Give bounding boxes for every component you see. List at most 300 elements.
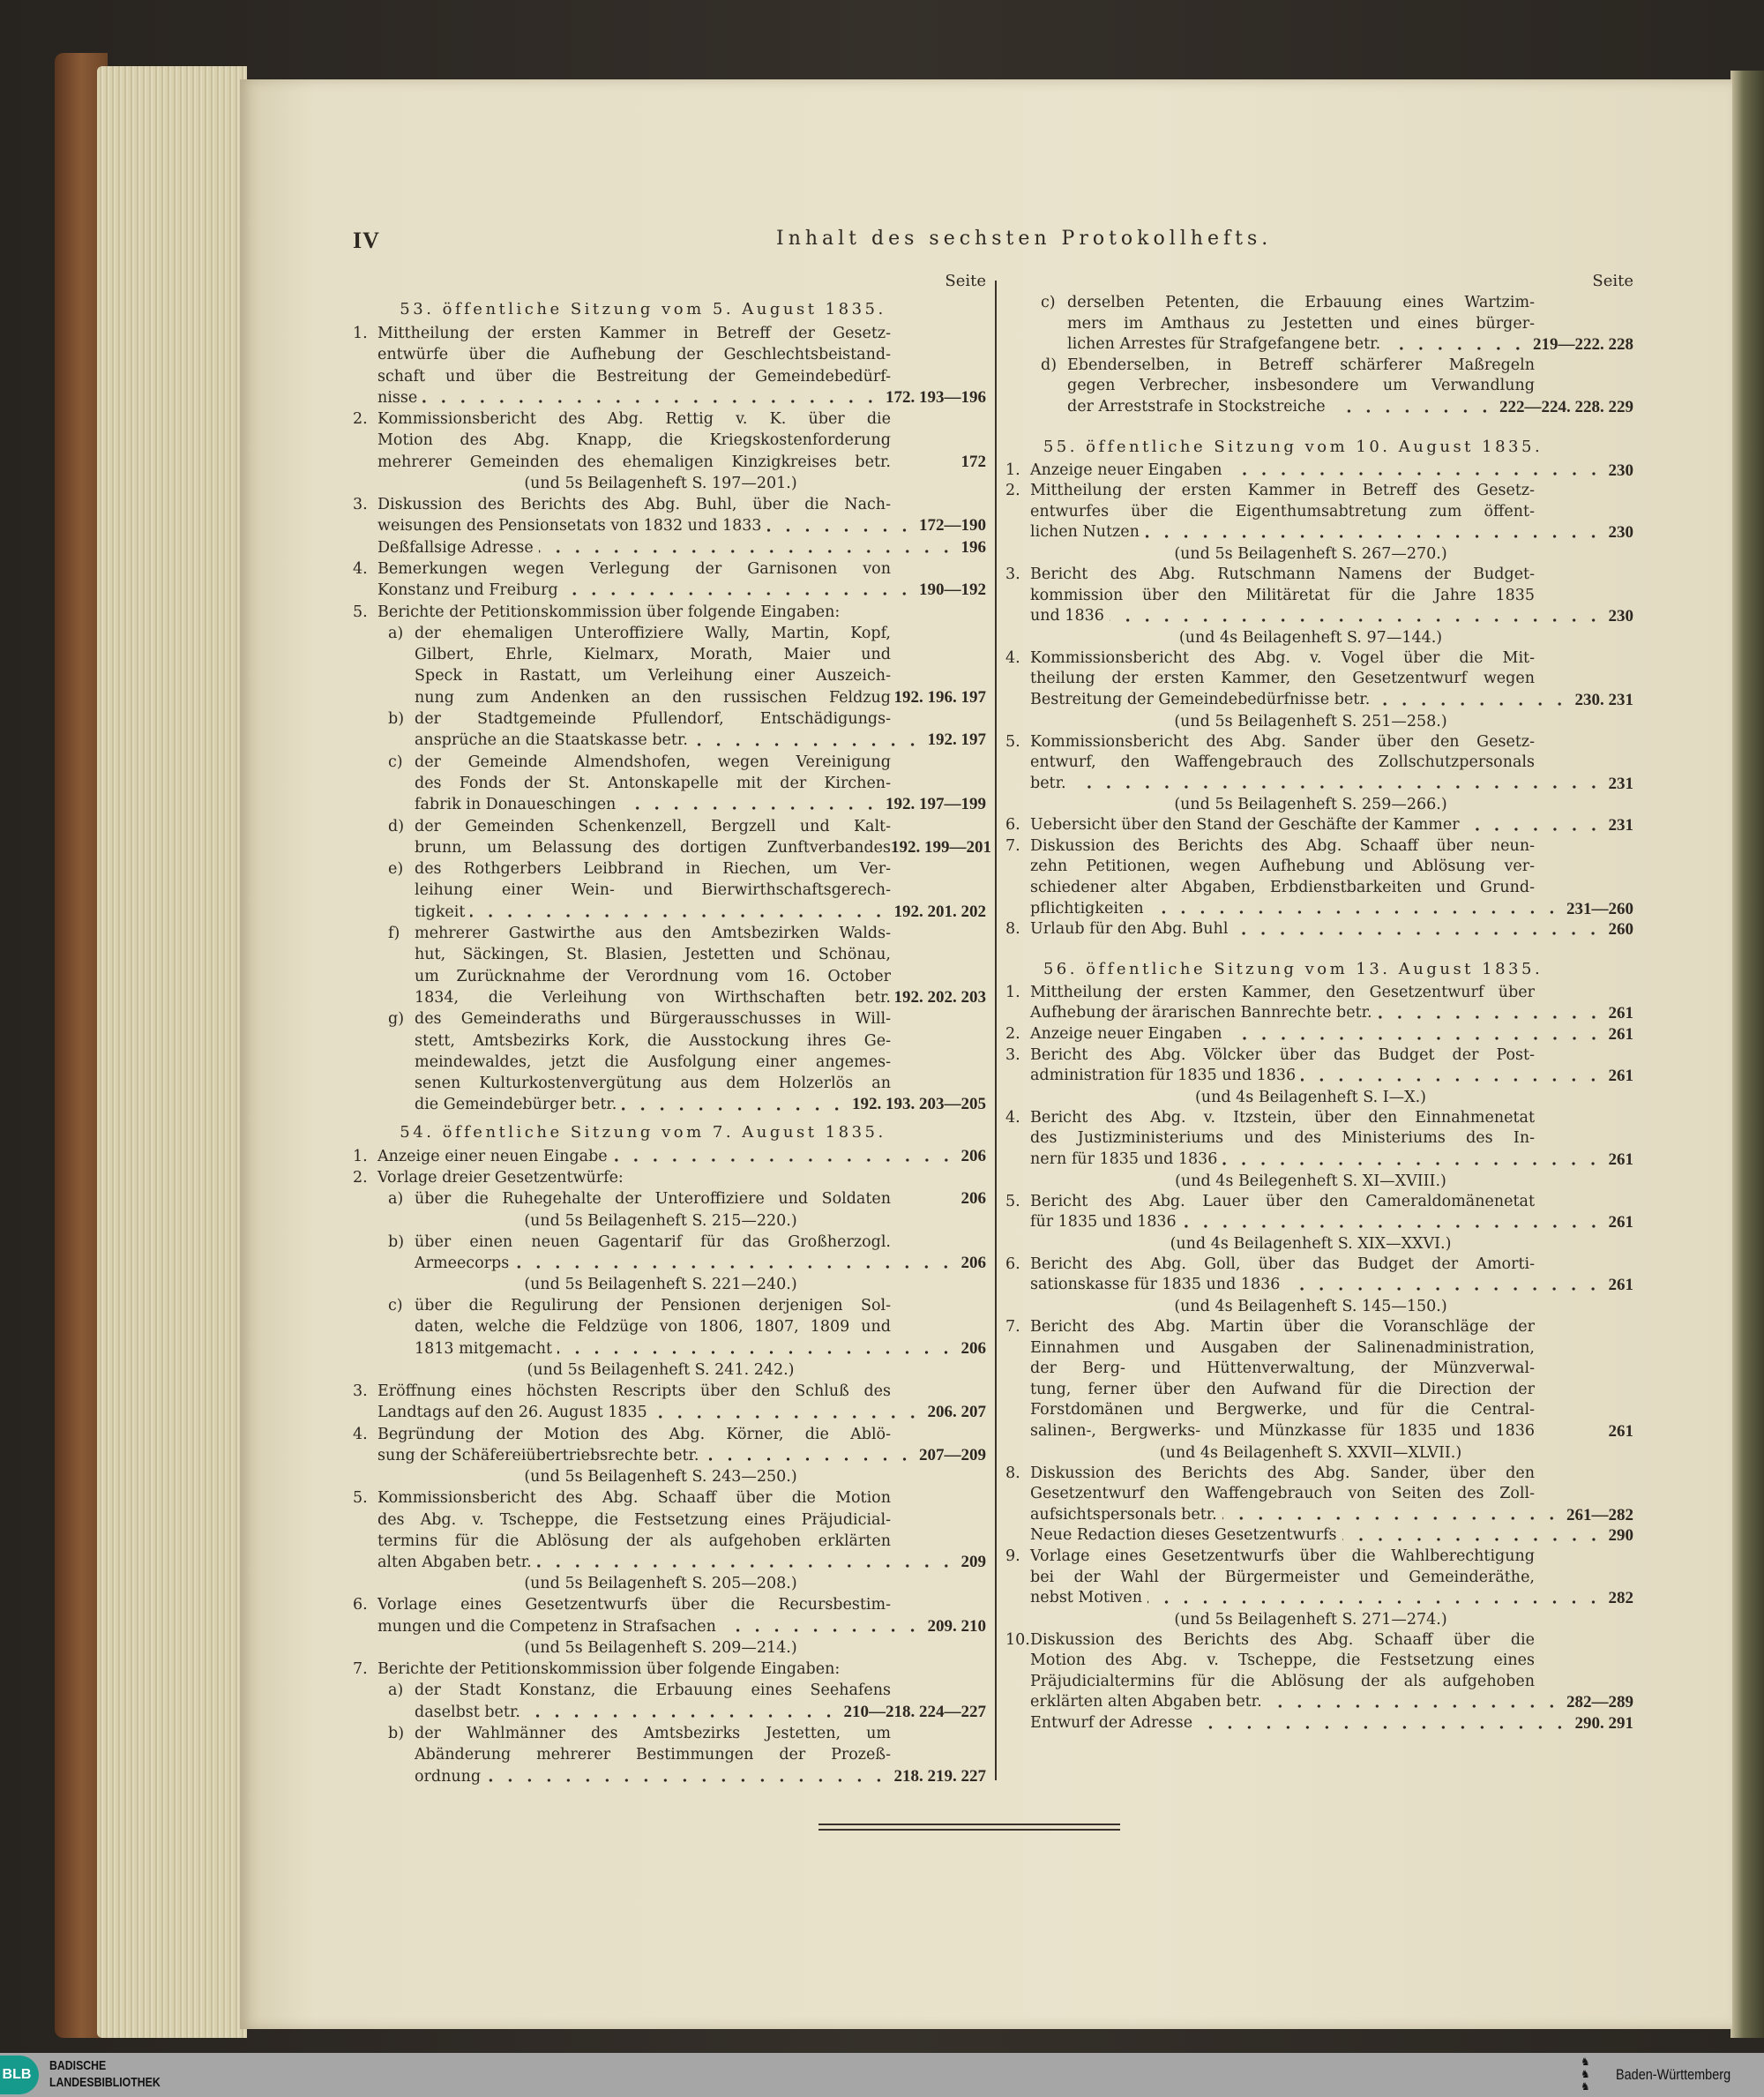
page-reference: 209. 210 [927, 1616, 986, 1636]
toc-line [1005, 586, 1633, 607]
item-text: Anzeige neuer Eingaben [1030, 1025, 1222, 1044]
session-heading: 54. öffentliche Sitzung vom 7. August 1835. [400, 1122, 886, 1142]
page-reference: 261 [1608, 1067, 1633, 1086]
toc-line [1005, 1400, 1633, 1421]
supplement-reference: (und 5s Beilagenheft S. 215—220.) [524, 1211, 797, 1230]
item-text: der Wahlmänner des Amtsbezirks Jestetten, um [415, 1724, 891, 1742]
item-number: c) [388, 1297, 403, 1315]
dot-leader [705, 1445, 915, 1466]
toc-line [1005, 878, 1633, 899]
page-reference: 222—224. 228. 229 [1499, 397, 1633, 416]
page-reference: 261 [1608, 1276, 1633, 1295]
item-number: 1. [1005, 461, 1020, 479]
page-reference: 290 [1608, 1526, 1633, 1546]
dot-leader [1301, 1066, 1603, 1087]
blb-logo[interactable]: BLB [0, 2056, 39, 2094]
item-text: der Arreststrafe in Stockstreiche [1067, 397, 1326, 416]
page-reference: 261 [1608, 1421, 1633, 1441]
toc-line [353, 494, 986, 515]
item-number: 5. [1005, 732, 1020, 751]
page-reference: 192. 197—199 [886, 795, 986, 814]
toc-line [353, 1445, 986, 1466]
toc-line [1005, 1003, 1633, 1024]
page-title: Inhalt des sechsten Protokollhefts. [776, 228, 1273, 250]
page-reference: 192. 201. 202 [893, 902, 986, 921]
item-number: 6. [353, 1596, 368, 1614]
toc-line [1005, 1505, 1633, 1526]
page-reference: 196 [960, 537, 986, 557]
item-text: alten Abgaben betr. [377, 1554, 532, 1572]
library-name-line2: LANDESBIBLIOTHEK [49, 2075, 161, 2090]
page-reference: 261 [1608, 1025, 1633, 1045]
item-text: 1813 mitgemacht [415, 1339, 553, 1358]
item-text: betr. [1030, 774, 1066, 792]
item-text: Diskussion des Berichts des Abg. Schaaff über die [1030, 1630, 1535, 1649]
page-reference: 231 [1608, 774, 1633, 793]
item-text: kommission über den Militäretat für die Jahre 1835 [1030, 586, 1535, 604]
toc-line [353, 1744, 986, 1765]
item-number: 4. [353, 559, 368, 578]
toc-line [1005, 1484, 1633, 1505]
dot-leader [767, 515, 914, 536]
item-number: b) [388, 1232, 405, 1251]
lion-icon: ♞ ♞ ♞ [1581, 2056, 1590, 2093]
toc-line [353, 430, 986, 451]
item-number: 3. [1005, 565, 1020, 583]
dot-leader [1072, 774, 1603, 795]
toc-line [353, 344, 986, 365]
page-reference: 192. 199—201 [891, 837, 991, 857]
spacer [891, 452, 961, 473]
toc-line [1005, 1128, 1633, 1150]
toc-line [1005, 314, 1633, 335]
item-number: 4. [1005, 1108, 1020, 1127]
item-number: 6. [1005, 816, 1020, 835]
dot-leader [621, 794, 880, 815]
item-text: des Gemeinderaths und Bürgerausschusses in Will- [415, 1010, 891, 1029]
item-text: derselben Petenten, die Erbauung eines Wartzim- [1067, 294, 1535, 311]
page-reference: 172—190 [919, 516, 986, 535]
item-number: b) [388, 1724, 405, 1742]
item-text: für 1835 und 1836 [1030, 1213, 1177, 1232]
item-number: 2. [353, 1168, 368, 1187]
toc-line [353, 1253, 986, 1274]
item-text: ordnung [415, 1767, 482, 1786]
page-reference: 282 [1608, 1589, 1633, 1608]
page-reference: 172 [960, 452, 986, 471]
page-reference: 230 [1608, 461, 1633, 480]
page-reference: 261—282 [1566, 1505, 1633, 1524]
toc-line [353, 708, 986, 730]
dot-leader [1182, 1212, 1603, 1233]
dot-leader [1233, 919, 1603, 940]
dot-leader [613, 1146, 956, 1167]
facing-page-edge [1730, 71, 1764, 2038]
item-number: 3. [1005, 1045, 1020, 1064]
supplement-reference: (und 5s Beilagenheft S. 241. 242.) [527, 1361, 795, 1380]
supplement-reference: (und 5s Beilagenheft S. 251—258.) [1174, 712, 1447, 730]
item-number: 8. [1005, 1464, 1020, 1482]
dot-leader [537, 1552, 956, 1573]
spacer [1005, 940, 1633, 953]
spacer [1005, 418, 1633, 431]
item-number: 9. [1005, 1547, 1020, 1565]
page-column-label: Seite [1592, 272, 1633, 290]
item-number: 1. [353, 325, 368, 342]
item-text: die Gemeindebürger betr. [415, 1096, 617, 1114]
page-reference: 282—289 [1566, 1693, 1633, 1712]
toc-line [353, 1073, 986, 1094]
toc-line [353, 623, 986, 644]
item-text: aufsichtspersonals betr. [1030, 1505, 1217, 1524]
dot-leader [1222, 1505, 1561, 1526]
item-text: senen Kulturkostenvergütung aus dem Holzerlös an [415, 1075, 891, 1093]
item-number: 2. [1005, 1025, 1020, 1044]
item-text: Bericht des Abg. Rutschmann Namens der Budget- [1030, 565, 1535, 583]
toc-line [1005, 1359, 1633, 1380]
item-text: theilung der ersten Kammer, den Gesetzentwurf wegen [1030, 670, 1535, 688]
page-reference: 209 [960, 1553, 986, 1572]
viewer-footer [0, 2053, 1764, 2097]
item-text: und 1836 [1030, 607, 1104, 625]
toc-line [1005, 983, 1633, 1004]
dot-leader [622, 1094, 847, 1115]
item-text: pflichtigkeiten [1030, 899, 1144, 917]
toc-line [1005, 1212, 1633, 1233]
toc-line [353, 773, 986, 794]
toc-column-right [1005, 270, 1633, 1734]
page-reference: 192. 202. 203 [893, 987, 986, 1007]
item-text: des Justizministeriums und des Ministeriums des In- [1030, 1129, 1535, 1148]
item-number: 5. [353, 603, 368, 621]
item-number: 7. [1005, 1317, 1020, 1336]
item-text: des Abg. v. Tscheppe, die Festsetzung eines Präjudicial- [377, 1510, 891, 1529]
toc-line [1005, 606, 1633, 627]
page-number: IV [353, 228, 380, 253]
toc-line [1005, 376, 1633, 397]
page-reference: 206 [960, 1189, 986, 1209]
page-reference: 207—209 [919, 1445, 986, 1464]
item-text: Mittheilung der ersten Kammer, den Gesetzentwurf über [1030, 983, 1535, 1001]
toc-line [353, 1424, 986, 1445]
item-text: der Stadt Konstanz, die Erbauung eines Seehafens [415, 1681, 891, 1700]
item-text: der Gemeinden Schenkenzell, Bergzell und Kalt- [415, 817, 891, 835]
item-number: 3. [353, 1382, 368, 1401]
item-number: 3. [353, 496, 368, 514]
toc-line [1005, 565, 1633, 586]
item-text: Bemerkungen wegen Verlegung der Garnisonen von [377, 559, 891, 578]
item-number: 10. [1005, 1630, 1030, 1649]
toc-line [353, 1659, 986, 1680]
dot-leader [653, 1402, 923, 1423]
item-text: fabrik in Donaueschingen [415, 796, 617, 814]
toc-line [353, 366, 986, 387]
item-text: Bericht des Abg. v. Itzstein, über den Einnahmenetat [1030, 1108, 1535, 1127]
toc-line [1005, 690, 1633, 711]
item-text: Bericht des Abg. Goll, über das Budget der Amorti- [1030, 1254, 1535, 1273]
item-text: Urlaub für den Abg. Buhl [1030, 920, 1229, 939]
item-text: nern für 1835 und 1836 [1030, 1150, 1218, 1168]
dot-leader [1145, 522, 1603, 543]
item-text: sationskasse für 1835 und 1836 [1030, 1276, 1281, 1294]
item-number: 7. [353, 1660, 368, 1679]
toc-line [353, 515, 986, 536]
toc-line [1005, 815, 1633, 836]
page-reference: 192. 193. 203—205 [852, 1095, 986, 1114]
dot-leader [564, 580, 914, 601]
item-text: weisungen des Pensionsetats von 1832 und 1833 [377, 517, 762, 535]
item-text: sung der Schäfereiübertriebsrechte betr. [377, 1446, 699, 1464]
dot-leader [1228, 1024, 1603, 1045]
item-text: Kommissionsbericht des Abg. Sander über den Gesetz- [1030, 732, 1535, 751]
item-text: Kommissionsbericht des Abg. Rettig v. K. über die [377, 410, 891, 429]
item-text: salinen-, Bergwerks- und Münzkasse für 1835 und 1836 [1030, 1421, 1535, 1440]
supplement-reference: (und 5s Beilagenheft S. 205—208.) [524, 1575, 797, 1593]
item-text: der Gemeinde Almendshofen, wegen Vereinigung [415, 753, 891, 771]
page-reference: 261 [1608, 1150, 1633, 1169]
toc-line [1005, 1568, 1633, 1589]
item-number: c) [388, 753, 403, 771]
column-divider [995, 281, 997, 1780]
item-number: b) [388, 710, 405, 729]
item-text: über die Ruhegehalte der Unteroffiziere und Soldaten [415, 1190, 891, 1209]
toc-line [1005, 334, 1633, 356]
toc-line [353, 323, 986, 344]
item-text: Kommissionsbericht des Abg. v. Vogel über die Mit- [1030, 648, 1535, 667]
supplement-reference: (und 4s Beilagenheft S. 145—150.) [1174, 1297, 1447, 1315]
toc-line [1005, 461, 1633, 482]
toc-line [1005, 919, 1633, 940]
toc-line [353, 816, 986, 837]
dot-leader [514, 1253, 955, 1274]
item-text: lichen Nutzen [1030, 523, 1140, 542]
item-text: Eröffnung eines höchsten Rescripts über den Schluß des [377, 1382, 891, 1401]
toc-line [1005, 1547, 1633, 1568]
toc-line [1005, 502, 1633, 523]
item-text: hut, Säckingen, St. Blasien, Jestetten und Schönau, [415, 946, 891, 964]
dot-leader [557, 1338, 955, 1359]
toc-line [1005, 648, 1633, 670]
toc-line [1005, 1651, 1633, 1672]
item-text: Neue Redaction dieses Gesetzentwurfs [1030, 1526, 1337, 1545]
toc-line [353, 1167, 986, 1188]
page-column-label: Seite [945, 272, 986, 290]
item-text: Speck in Rastatt, um Verleihung einer Auszeich- [415, 667, 891, 685]
toc-line [1005, 1024, 1633, 1045]
item-number: 1. [1005, 983, 1020, 1001]
item-text: zehn Petitionen, wegen Aufhebung und Ablösung ver- [1030, 858, 1535, 876]
item-number: a) [388, 1190, 404, 1209]
supplement-reference: (und 5s Beilagenheft S. 271—274.) [1174, 1610, 1447, 1629]
page-reference: 206 [960, 1253, 986, 1272]
item-text: Präjudicialtermins für die Ablösung der als aufgehoben [1030, 1672, 1535, 1690]
item-text: um Zurücknahme der Verordnung vom 16. October [415, 967, 891, 985]
item-text: der Berg- und Hüttenverwaltung, der Münzverwal- [1030, 1359, 1535, 1378]
toc-line [353, 1146, 986, 1167]
page-reference: 230 [1608, 607, 1633, 626]
page-reference: 219—222. 228 [1533, 335, 1633, 355]
item-text: gegen Verbrecher, insbesondere um Verwandlung [1067, 377, 1535, 395]
page-reference: 192. 197 [927, 730, 986, 750]
item-number: c) [1041, 294, 1056, 311]
toc-line [1005, 1338, 1633, 1359]
item-text: Kommissionsbericht des Abg. Schaaff über die Motion [377, 1489, 891, 1508]
toc-line [1005, 1588, 1633, 1609]
item-number: f) [388, 925, 400, 943]
page-reference: 218. 219. 227 [893, 1766, 986, 1786]
page-reference: 230. 231 [1574, 690, 1633, 709]
item-text: mers im Amthaus zu Jestetten und eines bürger- [1067, 314, 1535, 333]
item-text: Berichte der Petitionskommission über folgende Eingaben: [377, 603, 841, 621]
toc-line [353, 1030, 986, 1052]
toc-line [1005, 732, 1633, 753]
session-heading: 56. öffentliche Sitzung vom 13. August 1835. [1043, 959, 1544, 978]
dot-leader [1378, 1003, 1603, 1024]
toc-line [353, 387, 986, 408]
item-text: administration für 1835 und 1836 [1030, 1067, 1297, 1085]
toc-line [353, 1509, 986, 1531]
toc-line [1005, 1464, 1633, 1485]
toc-line [1005, 293, 1633, 314]
item-number: e) [388, 860, 404, 879]
item-text: termins für die Ablösung der als aufgehoben erklärten [377, 1532, 891, 1550]
toc-line [353, 1316, 986, 1337]
item-number: 4. [353, 1425, 368, 1443]
item-text: mungen und die Competenz in Strafsachen [377, 1617, 716, 1636]
item-text: stett, Amtsbezirks Kork, die Ausstockung ihres Ge- [415, 1031, 891, 1050]
dot-leader [486, 1766, 888, 1787]
item-text: Begründung der Motion des Abg. Körner, die Ablö- [377, 1425, 891, 1443]
toc-line [353, 880, 986, 901]
item-text: Vorlage dreier Gesetzentwürfe: [377, 1168, 624, 1187]
supplement-reference: (und 4s Beilagenheft S. XXVII—XLVII.) [1159, 1443, 1462, 1462]
end-rule [818, 1829, 1120, 1831]
item-text: nisse [377, 388, 418, 407]
supplement-reference: (und 5s Beilagenheft S. 259—266.) [1174, 796, 1447, 814]
item-text: des Rothgerbers Leibbrand in Riechen, um Ver- [415, 860, 891, 879]
page-reference: 290. 291 [1574, 1714, 1633, 1734]
toc-line [1005, 1192, 1633, 1213]
item-text: Aufhebung der ärarischen Bannrechte betr. [1030, 1004, 1372, 1022]
toc-line [1005, 522, 1633, 543]
item-text: Armeecorps [415, 1254, 510, 1272]
toc-line [353, 1052, 986, 1073]
dot-leader [539, 537, 956, 558]
item-text: Anzeige neuer Eingaben [1030, 461, 1222, 479]
toc-line [1005, 774, 1633, 795]
item-text: Forstdomänen und Bergwerke, und für die Central- [1030, 1401, 1535, 1419]
dot-leader [1228, 461, 1603, 482]
toc-line [1005, 1150, 1633, 1171]
item-text: der ehemaligen Unteroffiziere Wally, Martin, Kopf, [415, 624, 891, 642]
dot-leader [693, 730, 923, 751]
item-text: schiedener alter Abgaben, Erbdienstbarkeiten und Grund- [1030, 879, 1535, 897]
toc-line [353, 1338, 986, 1359]
item-number: 2. [353, 410, 368, 429]
item-number: a) [388, 1681, 404, 1700]
item-text: mehrerer Gastwirthe aus den Amtsbezirken Walds- [415, 925, 891, 943]
item-number: 4. [1005, 648, 1020, 667]
item-text: Motion des Abg. Knapp, die Kriegskostenforderung [377, 431, 891, 450]
dot-leader [1386, 334, 1528, 356]
item-text: Einnahmen und Ausgaben der Salinenadministration, [1030, 1338, 1535, 1357]
item-text: schaft und über die Bestreitung der Gemeindebedürf- [377, 367, 891, 386]
toc-line [353, 902, 986, 923]
item-text: ansprüche an die Staatskasse betr. [415, 731, 688, 750]
toc-line [353, 687, 986, 708]
dot-leader [1267, 1692, 1561, 1713]
item-text: entwurfes über die Eigenthumsabtretung zum öffent- [1030, 502, 1535, 521]
item-text: Entwurf der Adresse [1030, 1714, 1193, 1733]
item-number: 8. [1005, 920, 1020, 939]
spacer [891, 1188, 961, 1210]
supplement-reference: (und 5s Beilagenheft S. 267—270.) [1174, 544, 1447, 563]
toc-line [1005, 1275, 1633, 1296]
item-text: Gesetzentwurf den Waffengebrauch von Seiten des Zoll- [1030, 1485, 1535, 1503]
toc-line [1005, 669, 1633, 690]
item-text: Diskussion des Berichts des Abg. Schaaff über neun- [1030, 836, 1535, 855]
dot-leader [1147, 1588, 1603, 1609]
item-number: 7. [1005, 836, 1020, 855]
dot-leader [1198, 1713, 1569, 1734]
item-text: nebst Motiven [1030, 1589, 1143, 1607]
toc-line [1005, 397, 1633, 418]
item-number: 5. [1005, 1192, 1020, 1210]
item-text: Abänderung mehrerer Bestimmungen der Prozeß- [415, 1746, 891, 1764]
item-text: entwürfe über die Aufhebung der Geschlechtsbeistand- [377, 346, 891, 364]
dot-leader [1465, 815, 1603, 836]
item-text: über einen neuen Gagentarif für das Großherzogl. [415, 1232, 891, 1251]
item-text: Bericht des Abg. Lauer über den Cameraldomänenetat [1030, 1192, 1535, 1210]
dot-leader [470, 902, 888, 923]
item-text: brunn, um Belassung des dortigen Zunftverbandes [415, 838, 891, 857]
toc-line [353, 537, 986, 558]
item-text: Diskussion des Berichts des Abg. Sander, über den [1030, 1464, 1535, 1482]
dot-leader [526, 1702, 839, 1723]
toc-line [353, 558, 986, 580]
toc-line [1005, 356, 1633, 377]
supplement-reference: (und 5s Beilagenheft S. 197—201.) [524, 475, 797, 493]
toc-line [1005, 1672, 1633, 1693]
page-reference: 192. 196. 197 [893, 687, 986, 707]
item-number: 1. [353, 1147, 368, 1165]
item-text: Gilbert, Ehrle, Kielmarx, Morath, Maier und [415, 646, 891, 664]
dot-leader [1375, 690, 1569, 711]
toc-line [353, 966, 986, 987]
toc-line [353, 1188, 986, 1210]
dot-leader [1331, 397, 1494, 418]
spacer [1535, 1421, 1609, 1442]
dot-leader [721, 1616, 923, 1637]
toc-line [353, 1552, 986, 1573]
toc-line [1005, 1421, 1633, 1442]
supplement-reference: (und 5s Beilagenheft S. 209—214.) [524, 1639, 797, 1658]
item-text: entwurf, den Waffengebrauch des Zollschutzpersonals [1030, 753, 1535, 772]
item-number: d) [1041, 356, 1058, 374]
item-text: erklärten alten Abgaben betr. [1030, 1693, 1262, 1711]
item-text: Konstanz und Freiburg [377, 581, 558, 600]
toc-line [353, 1723, 986, 1744]
item-text: Berichte der Petitionskommission über folgende Eingaben: [377, 1660, 841, 1679]
session-heading: 53. öffentliche Sitzung vom 5. August 1835. [400, 300, 886, 318]
item-text: Mittheilung der ersten Kammer in Betreff des Gesetz- [1030, 482, 1535, 500]
toc-line [353, 794, 986, 815]
supplement-reference: (und 5s Beilagenheft S. 221—240.) [524, 1276, 797, 1294]
toc-line [353, 602, 986, 623]
toc-line [1005, 1713, 1633, 1734]
item-text: der Stadtgemeinde Pfullendorf, Entschädigungs- [415, 710, 891, 729]
book-page-edges [97, 66, 247, 2038]
